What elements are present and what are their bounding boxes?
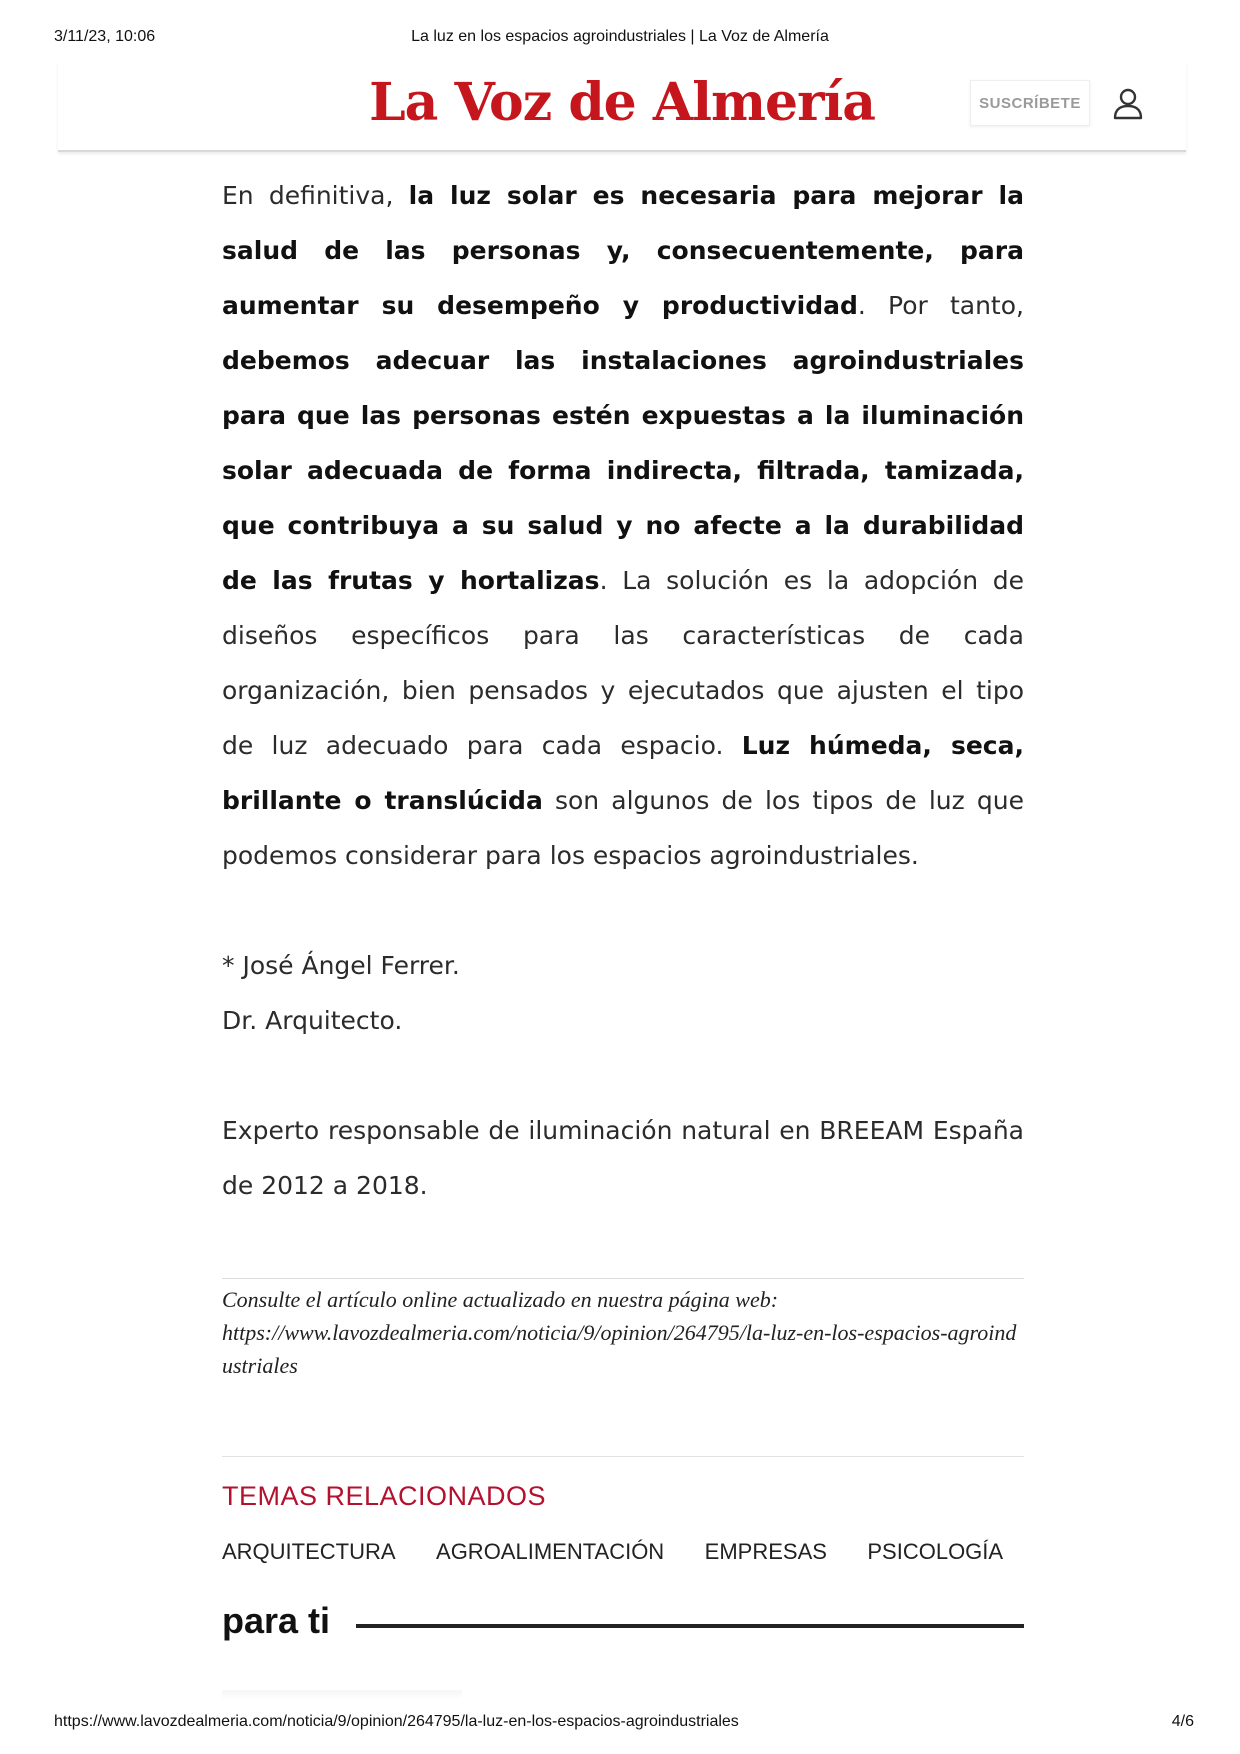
masthead (58, 62, 1186, 152)
author-bio: Experto responsable de iluminación natural en BREEAM España de 2012 a 2018. (222, 1116, 1024, 1200)
print-header (0, 28, 1240, 52)
article-bold-segment: la luz solar es necesaria para mejorar la salud de las personas y, consecuentemente, para aumentar su desempeño y productividad (222, 181, 1024, 320)
tag-link[interactable]: ARQUITECTURA (222, 1539, 396, 1564)
tag-link[interactable]: EMPRESAS (704, 1539, 827, 1564)
print-page-title: La luz en los espacios agroindustriales | La Voz de Almería (411, 28, 829, 45)
author-title: Dr. Arquitecto. (222, 1006, 403, 1035)
online-article-note (222, 1278, 1024, 1382)
para-ti-section-header (222, 1600, 1024, 1650)
author-name: * José Ángel Ferrer. (222, 951, 460, 980)
article-text-segment: En definitiva, (222, 181, 409, 210)
article-text-segment: . Por tanto, (857, 291, 1024, 320)
article-body (222, 168, 1024, 883)
section-divider (356, 1624, 1024, 1628)
article-bold-segment: Luz húmeda, seca, brillante o translúcida (222, 731, 1024, 815)
article-text-segment: . La solución es la adopción de diseños específicos para las características de cada organización, bien pensados y ejecutados que ajusten el tipo de luz adecuado para cada espacio. (222, 566, 1024, 760)
related-tags (222, 1539, 1039, 1565)
print-url: https://www.lavozdealmeria.com/noticia/9/opinion/264795/la-luz-en-los-espacios-agroindustriales (54, 1713, 739, 1730)
print-page-number: 4/6 (1171, 1713, 1194, 1730)
online-note-url[interactable]: https://www.lavozdealmeria.com/noticia/9/opinion/264795/la-luz-en-los-espacios-agroindustriales (222, 1320, 1017, 1378)
tag-link[interactable]: AGROALIMENTACIÓN (436, 1539, 665, 1564)
tag-link[interactable]: PSICOLOGÍA (867, 1539, 1004, 1564)
para-ti-label: para ti (222, 1600, 331, 1641)
site-logo[interactable]: La Voz de Almería (369, 72, 875, 133)
related-topics-title: TEMAS RELACIONADOS (222, 1481, 547, 1511)
print-datetime: 3/11/23, 10:06 (54, 28, 156, 45)
article-paragraph (222, 168, 1024, 883)
article-bold-segment: debemos adecuar las instalaciones agroindustriales para que las personas estén expuestas a la iluminación solar adecuada de forma indirecta, filtrada, tamizada, que contribuya a su salud y no afecte a la durabilidad de las frutas y hortalizas (222, 346, 1024, 595)
online-note-text: Consulte el artículo online actualizado en nuestra página web: (222, 1287, 779, 1312)
user-icon[interactable] (1110, 86, 1146, 122)
author-block (222, 938, 1024, 1048)
print-footer (0, 1713, 1240, 1737)
subscribe-button[interactable]: SUSCRÍBETE (970, 80, 1090, 126)
cut-off-content (222, 1690, 462, 1700)
related-topics (222, 1456, 1024, 1564)
article-text-segment: son algunos de los tipos de luz que podemos considerar para los espacios agroindustriales. (222, 786, 1024, 870)
